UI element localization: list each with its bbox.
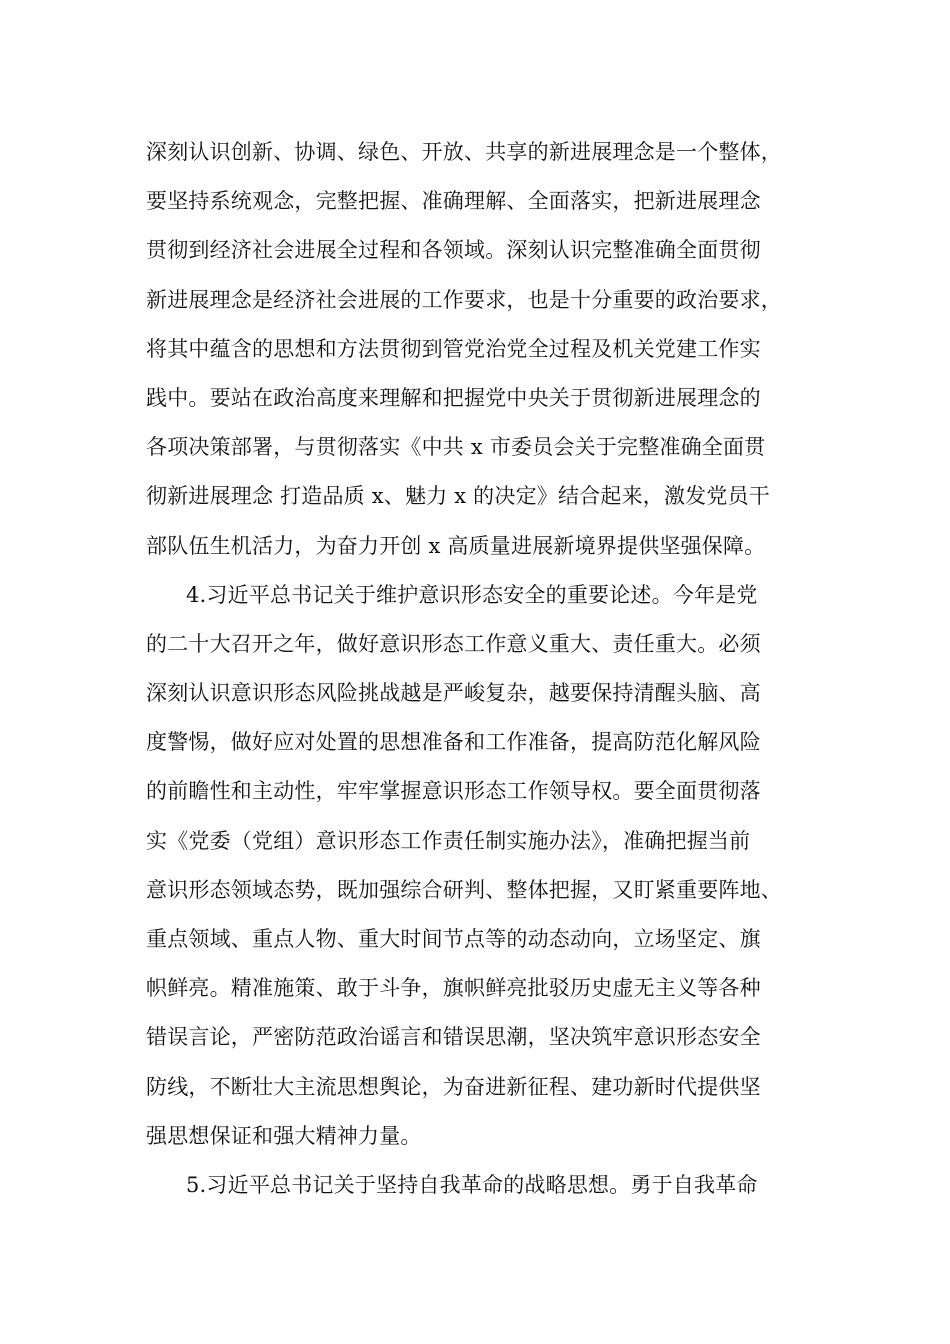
text-line: 的二十大召开之年，做好意识形态工作意义重大、责任重大。必须	[146, 631, 761, 656]
text-line: 部队伍生机活力，为奋力开创 x 高质量进展新境界提供坚强保障。	[146, 533, 766, 558]
text-line: 实《党委（党组）意识形态工作责任制实施办法》，准确把握当前	[146, 828, 751, 853]
text-line: 深刻认识意识形态风险挑战越是严峻复杂，越要保持清醒头脑、高	[146, 681, 761, 706]
text-line: 重点领域、重点人物、重大时间节点等的动态动向，立场坚定、旗	[146, 927, 761, 951]
text-line: 彻新进展理念 打造品质 x、魅力 x 的决定》结合起来，激发党员干	[146, 484, 770, 509]
text-line: 错误言论，严密防范政治谣言和错误思潮，坚决筑牢意识形态安全	[146, 1025, 761, 1050]
paragraph-item-5	[146, 1161, 822, 1210]
text-line: 防线，不断壮大主流思想舆论，为奋进新征程、建功新时代提供坚	[146, 1074, 761, 1099]
text-line: 意识形态领域态势，既加强综合研判、整体把握，又盯紧重要阵地、	[146, 877, 782, 902]
text-line: 践中。要站在政治高度来理解和把握党中央关于贯彻新进展理念的	[146, 385, 761, 410]
paragraph-item-4	[146, 571, 822, 1161]
text-line: 新进展理念是经济社会进展的工作要求，也是十分重要的政治要求，	[146, 287, 782, 312]
text-line: 深刻认识创新、协调、绿色、开放、共享的新进展理念是一个整体，	[146, 140, 782, 164]
text-line: 度警惕，做好应对处置的思想准备和工作准备，提高防范化解风险	[146, 730, 761, 755]
text-line-first: 4.习近平总书记关于维护意识形态安全的重要论述。今年是党	[186, 582, 758, 607]
text-line: 帜鲜亮。精准施策、敢于斗争，旗帜鲜亮批驳历史虚无主义等各种	[146, 976, 761, 1001]
text-line: 将其中蕴含的思想和方法贯彻到管党治党全过程及机关党建工作实	[146, 336, 761, 361]
paragraph-continuation	[146, 128, 822, 571]
text-line: 贯彻到经济社会进展全过程和各领域。深刻认识完整准确全面贯彻	[146, 238, 761, 263]
text-line: 强思想保证和强大精神力量。	[146, 1123, 422, 1148]
text-line-first: 5.习近平总书记关于坚持自我革命的战略思想。勇于自我革命	[186, 1172, 758, 1197]
text-line: 各项决策部署，与贯彻落实《中共 x 市委员会关于完整准确全面贯	[146, 435, 766, 460]
text-line: 要坚持系统观念，完整把握、准确理解、全面落实，把新进展理念	[146, 189, 761, 214]
document-body	[146, 128, 822, 1210]
text-line: 的前瞻性和主动性，牢牢掌握意识形态工作领导权。要全面贯彻落	[146, 779, 761, 804]
